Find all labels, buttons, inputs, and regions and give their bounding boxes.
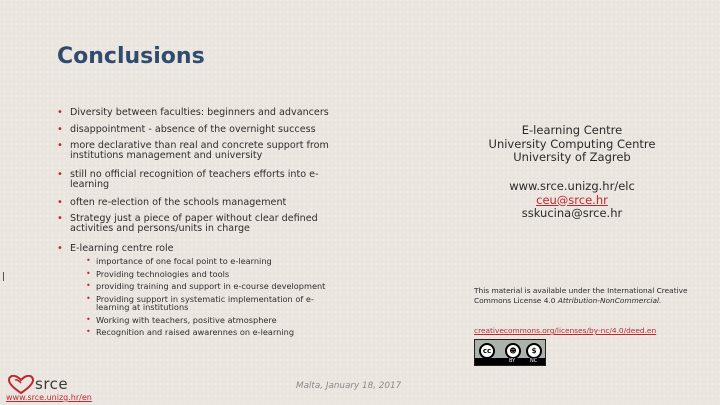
license-link[interactable]: creativecommons.org/licenses/by-nc/4.0/deed.en [474, 326, 657, 335]
sub-bullet-item: • providing training and support in e-course development [86, 282, 346, 291]
bullet-item: • more declarative than real and concrete support from institutions management and university [57, 141, 357, 161]
website-link[interactable]: www.srce.unizg.hr/elc [509, 179, 635, 193]
footer-event: Malta, January 18, 2017 [296, 381, 402, 391]
sub-bullet-item: • Providing technologies and tools [86, 270, 346, 279]
email-link-ceu[interactable]: ceu@srce.hr [536, 192, 608, 207]
license-text [474, 286, 689, 306]
badge-by-label: BY [509, 358, 516, 364]
sub-bullet-item: • Providing support in systematic implementation of e-learning at institutions [86, 295, 346, 312]
license-type: Attribution-NonCommercial. [557, 296, 662, 305]
edge-mark [3, 272, 4, 281]
srce-website-link[interactable]: www.srce.unizg.hr/en [6, 393, 92, 402]
bullet-list [57, 108, 357, 254]
badge-nc-label: NC [530, 358, 538, 364]
license-statement: This material is available under the International Creative Commons License 4.0 [474, 286, 688, 305]
cc-license-badge[interactable] [474, 339, 546, 366]
logo-wordmark: srce [35, 375, 69, 393]
org-line: E-learning Centre [521, 123, 623, 137]
sub-bullet-list [86, 257, 346, 337]
bullet-item: • Diversity between faculties: beginners and advancers [57, 108, 357, 118]
org-line: University of Zagreb [513, 150, 631, 164]
heart-logo-icon [8, 375, 34, 395]
bullet-item: • often re-election of the schools management [57, 198, 357, 208]
bullet-item: • still no official recognition of teachers efforts into e-learning [57, 170, 357, 190]
sub-bullet-item: • importance of one focal point to e-learning [86, 257, 346, 266]
bullet-item: • E-learning centre role [57, 244, 357, 254]
contact-block [452, 180, 692, 221]
slide-title: Conclusions [57, 44, 205, 69]
attribution-icon: ☻ [505, 343, 521, 359]
organization-block [452, 124, 692, 165]
sub-bullet-item: • Recognition and raised awarennes on e-learning [86, 328, 346, 337]
org-line: University Computing Centre [488, 136, 656, 151]
sub-bullet-item: • Working with teachers, positive atmosphere [86, 316, 346, 325]
bullet-item: • disappointment - absence of the overnight success [57, 125, 357, 135]
bullet-item: • Strategy just a piece of paper without clear defined activities and persons/units in charge [57, 214, 357, 234]
cc-icon: cc [479, 343, 495, 359]
noncommercial-icon: $ [526, 343, 542, 359]
email-link-sskucina[interactable]: sskucina@srce.hr [521, 206, 623, 220]
